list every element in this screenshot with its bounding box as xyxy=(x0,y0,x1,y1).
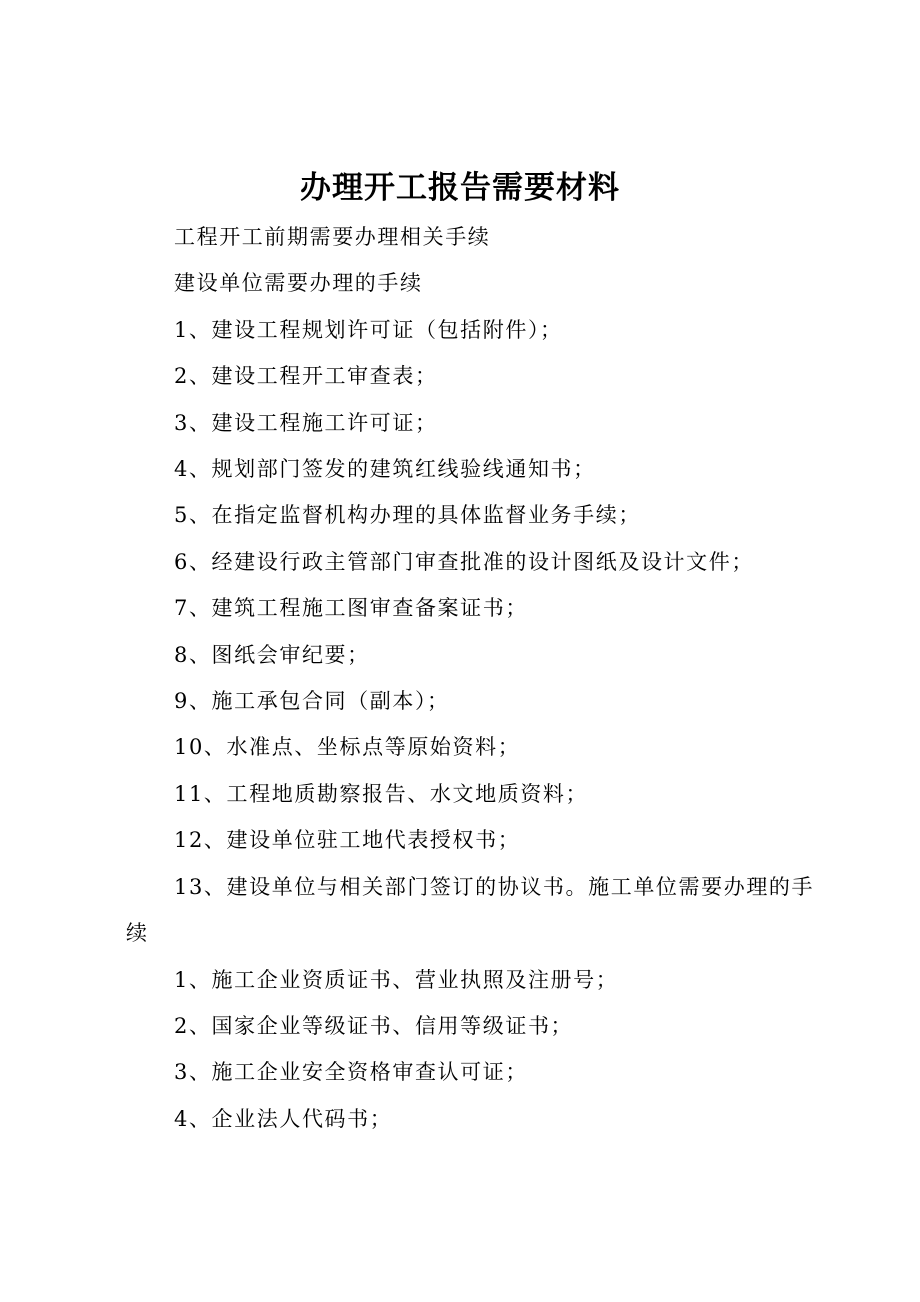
list-item: 12、建设单位驻工地代表授权书； xyxy=(174,828,521,853)
paragraph-section-heading: 建设单位需要办理的手续 xyxy=(174,271,423,296)
list-item: 8、图纸会审纪要； xyxy=(174,642,370,667)
list-item: 2、建设工程开工审查表； xyxy=(174,364,438,389)
list-item: 1、施工企业资质证书、营业执照及注册号； xyxy=(174,967,619,992)
list-item: 4、规划部门签发的建筑红线验线通知书； xyxy=(174,457,596,482)
list-item: 3、建设工程施工许可证； xyxy=(174,410,438,435)
list-item: 5、在指定监督机构办理的具体监督业务手续； xyxy=(174,503,641,528)
list-item: 7、建筑工程施工图审查备案证书； xyxy=(174,596,528,621)
list-item: 2、国家企业等级证书、信用等级证书； xyxy=(174,1013,574,1038)
list-item: 11、工程地质勘察报告、水文地质资料； xyxy=(174,781,589,806)
list-item: 9、施工承包合同（副本）； xyxy=(174,689,450,714)
document-body xyxy=(126,214,826,1142)
list-item: 10、水准点、坐标点等原始资料； xyxy=(174,735,521,760)
list-item: 3、施工企业安全资格审查认可证； xyxy=(174,1060,528,1085)
list-item: 6、经建设行政主管部门审查批准的设计图纸及设计文件； xyxy=(174,549,754,574)
document-title: 办理开工报告需要材料 xyxy=(300,170,620,206)
paragraph-intro: 工程开工前期需要办理相关手续 xyxy=(174,225,491,249)
list-item: 1、建设工程规划许可证（包括附件）； xyxy=(174,317,563,342)
list-item: 13、建设单位与相关部门签订的协议书。施工单位需要办理的手续 xyxy=(126,874,815,946)
list-item: 4、企业法人代码书； xyxy=(174,1106,393,1131)
